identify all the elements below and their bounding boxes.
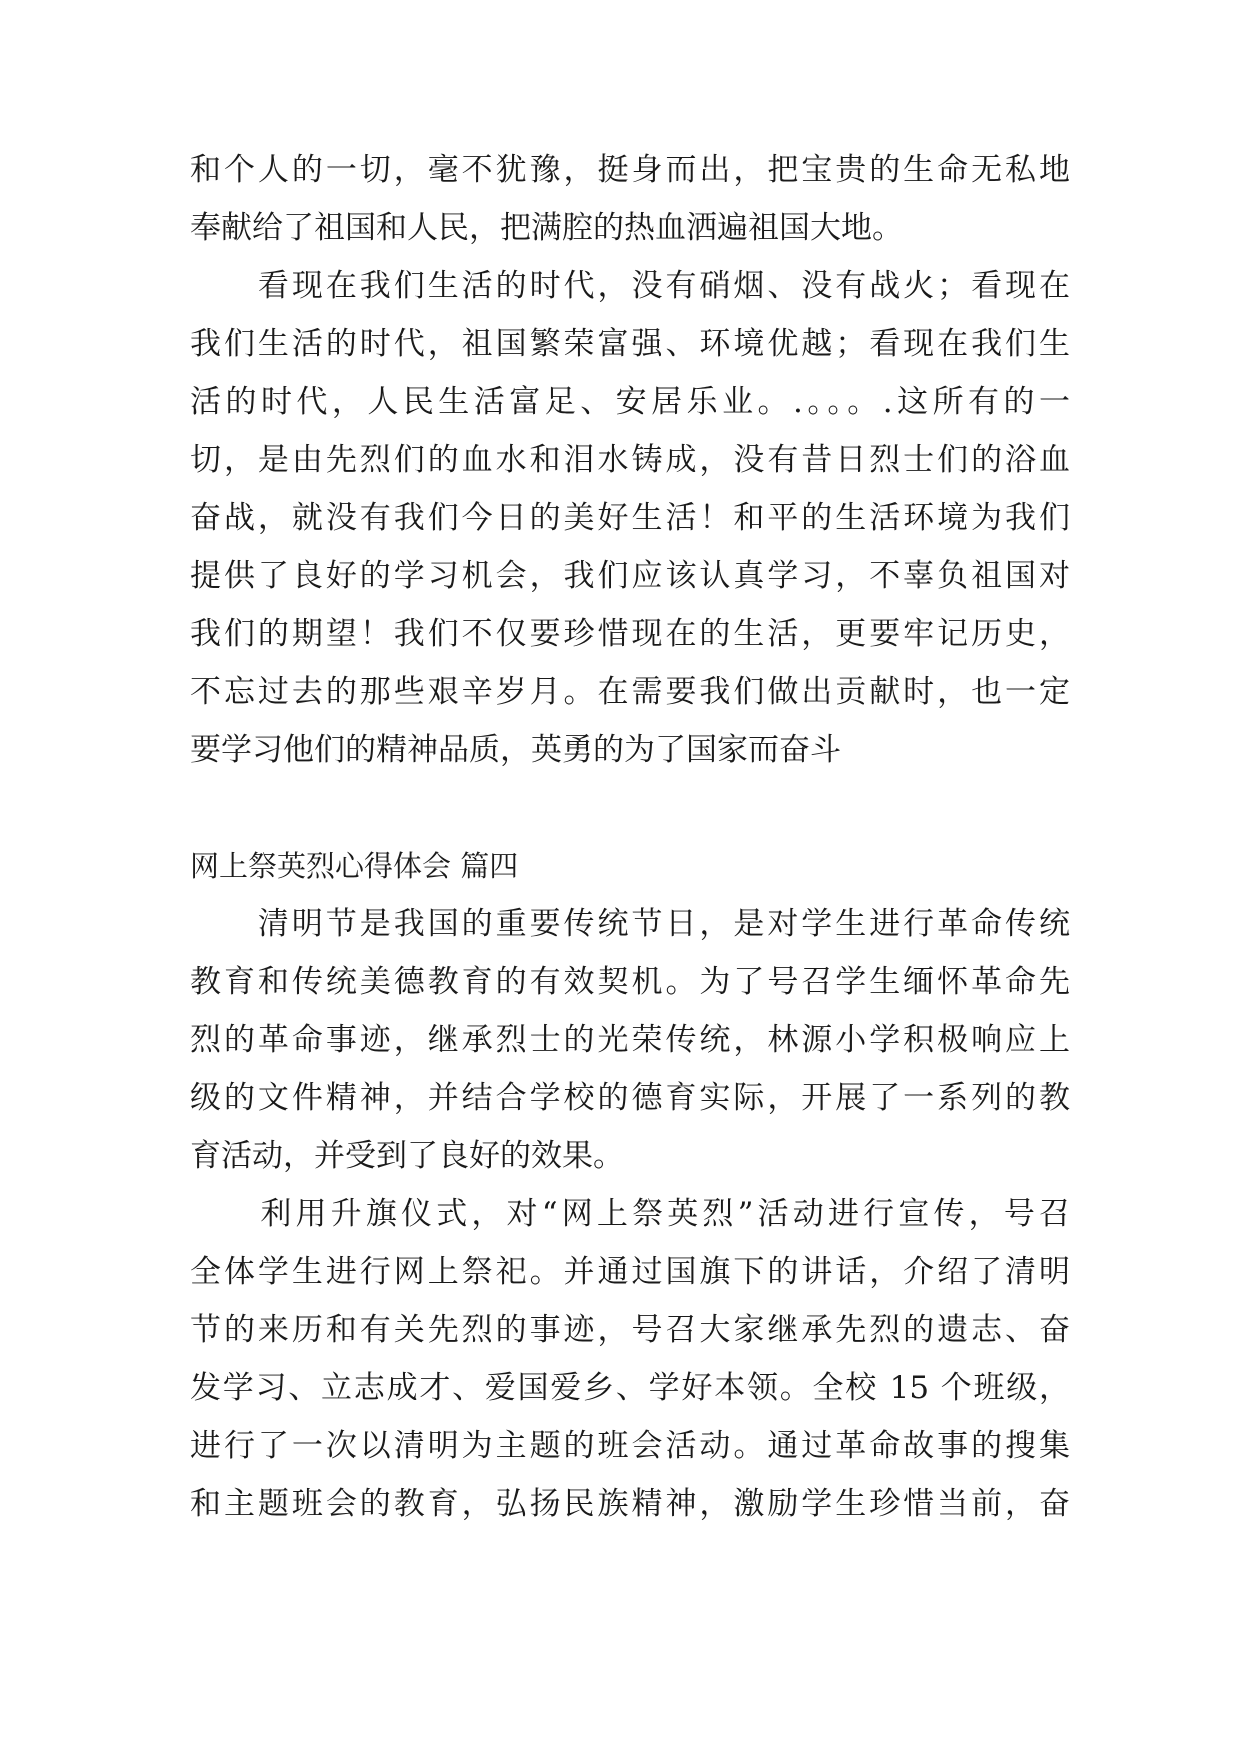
text-line: 活的时代，人民生活富足、安居乐业。.。。。.这所有的一 (190, 384, 1070, 420)
text-line: 烈的革命事迹，继承烈士的光荣传统，林源小学积极响应上 (190, 1022, 1070, 1058)
text-line: 利用升旗仪式，对“网上祭英烈”活动进行宣传，号召 (190, 1196, 1070, 1232)
text-line: 切，是由先烈们的血水和泪水铸成，没有昔日烈士们的浴血 (190, 442, 1070, 478)
text-line: 育活动，并受到了良好的效果。 (190, 1138, 624, 1174)
text-line: 奉献给了祖国和人民，把满腔的热血洒遍祖国大地。 (190, 210, 903, 246)
text-line: 发学习、立志成才、爱国爱乡、学好本领。全校 15 个班级， (190, 1370, 1070, 1406)
text-line: 清明节是我国的重要传统节日，是对学生进行革命传统 (190, 906, 1070, 942)
text-line: 要学习他们的精神品质，英勇的为了国家而奋斗 (190, 732, 841, 768)
text-line: 和个人的一切，毫不犹豫，挺身而出，把宝贵的生命无私地 (190, 152, 1070, 188)
text-line: 我们生活的时代，祖国繁荣富强、环境优越；看现在我们生 (190, 326, 1070, 362)
text-line: 不忘过去的那些艰辛岁月。在需要我们做出贡献时，也一定 (190, 674, 1070, 710)
text-line: 全体学生进行网上祭祀。并通过国旗下的讲话，介绍了清明 (190, 1254, 1070, 1290)
text-line: 节的来历和有关先烈的事迹，号召大家继承先烈的遗志、奋 (190, 1312, 1070, 1348)
text-line: 奋战，就没有我们今日的美好生活！和平的生活环境为我们 (190, 500, 1070, 536)
text-line: 教育和传统美德教育的有效契机。为了号召学生缅怀革命先 (190, 964, 1070, 1000)
text-line: 进行了一次以清明为主题的班会活动。通过革命故事的搜集 (190, 1428, 1070, 1464)
text-line: 和主题班会的教育，弘扬民族精神，激励学生珍惜当前，奋 (190, 1486, 1070, 1522)
text-line: 级的文件精神，并结合学校的德育实际，开展了一系列的教 (190, 1080, 1070, 1116)
text-line: 我们的期望！我们不仅要珍惜现在的生活，更要牢记历史， (190, 616, 1070, 652)
section-heading: 网上祭英烈心得体会 篇四 (190, 849, 519, 883)
text-line: 看现在我们生活的时代，没有硝烟、没有战火；看现在 (190, 268, 1070, 304)
text-line: 提供了良好的学习机会，我们应该认真学习，不辜负祖国对 (190, 558, 1070, 594)
